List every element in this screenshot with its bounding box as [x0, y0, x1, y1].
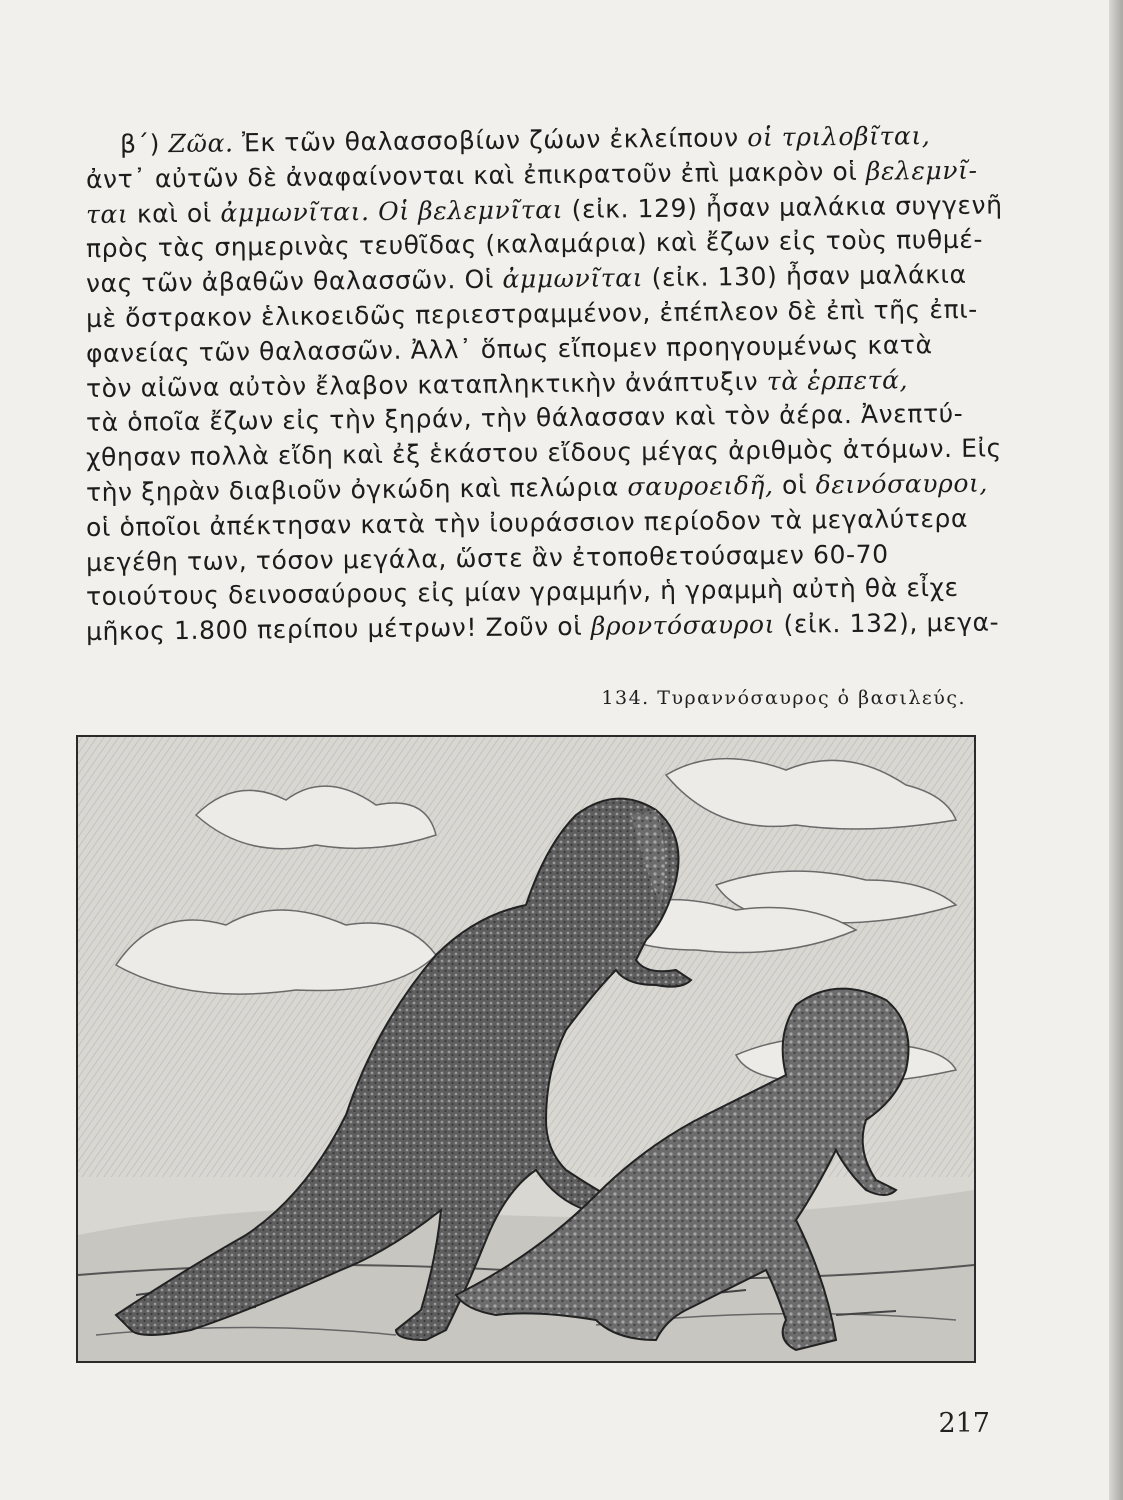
section-heading: Ζῶα. — [168, 128, 234, 159]
italic-term: δεινόσαυροι, — [815, 468, 989, 500]
italic-term: ἀμμωνῖται. Οἱ βελεμνῖται — [220, 194, 564, 228]
text-span: (εἰκ. 132), μεγα- — [774, 607, 1000, 639]
text-line: φανείας τῶν θαλασσῶν. Ἀλλ᾿ ὅπως εἴπομεν προηγουμένως κατὰ — [85, 329, 933, 368]
text-line: μεγέθη των, τόσον μεγάλα, ὥστε ἂν ἐτοποθετούσαμεν 60-70 — [85, 539, 889, 577]
page-number: 217 — [938, 1408, 990, 1439]
italic-term: σαυροειδῆ, — [627, 470, 774, 502]
italic-term: ται — [85, 199, 129, 229]
body-text — [85, 121, 1003, 650]
italic-term: βροντόσαυροι — [590, 609, 776, 641]
text-span: καὶ οἱ — [128, 198, 221, 229]
italic-term: οἱ τριλοβῖται, — [747, 121, 931, 153]
text-span: (εἰκ. 129) ἦσαν μαλάκια συγγενῆ — [562, 189, 1003, 224]
text-span: Ἐκ τῶν θαλασσοβίων ζώων ἐκλείπουν — [233, 123, 748, 158]
text-span: μῆκος 1.800 περίπου μέτρων! Ζοῦν οἱ — [85, 611, 592, 647]
text-line: τοιούτους δεινοσαύρους εἰς μίαν γραμμήν, ἡ γραμμὴ αὐτὴ θὰ εἶχε — [85, 573, 959, 612]
section-marker: β΄) — [119, 129, 169, 159]
text-line: χθησαν πολλὰ εἴδη καὶ ἐξ ἑκάστου εἴδους μέγας ἀριθμὸς ἀτόμων. Εἰς — [85, 433, 1003, 473]
italic-term: βελεμνῖ- — [865, 155, 978, 186]
text-span: οἱ — [773, 470, 816, 500]
text-line: πρὸς τὰς σημερινὰς τευθῖδας (καλαμάρια) καὶ ἔζων εἰς τοὺς πυθμέ- — [85, 224, 984, 264]
italic-term: ἀμμωνῖται — [502, 263, 644, 294]
page-edge — [1109, 0, 1123, 1500]
text-line: οἱ ὁποῖοι ἀπέκτησαν κατὰ τὴν ἰουράσσιον περίοδον τὰ μεγαλύτερα — [85, 503, 969, 542]
text-line: τὰ ὁποῖα ἔζων εἰς τὴν ξηράν, τὴν θάλασσαν καὶ τὸν ἀέρα. Ἀνεπτύ- — [85, 399, 964, 438]
text-span: τὸν αἰῶνα αὐτὸν ἔλαβον καταπληκτικὴν ἀνάπτυξιν — [85, 366, 767, 403]
text-span: ἀντ᾿ αὐτῶν δὲ ἀναφαίνονται καὶ ἐπικρατοῦν ἐπὶ μακρὸν οἱ — [85, 156, 867, 194]
dinosaur-illustration — [76, 735, 976, 1363]
italic-term: τὰ ἑρπετά, — [766, 364, 909, 396]
text-line: μὲ ὄστρακον ἑλικοειδῶς περιεστραμμένον, ἐπέπλεον δὲ ἐπὶ τῆς ἐπι- — [85, 294, 978, 333]
text-span: νας τῶν ἀβαθῶν θαλασσῶν. Οἱ — [85, 264, 503, 299]
text-span: (εἰκ. 130) ἦσαν μαλάκια — [642, 259, 967, 293]
figure-caption: 134. Τυραννόσαυρος ὁ βασιλεύς. — [601, 687, 966, 709]
text-span: τὴν ξηρὰν διαβιοῦν ὀγκώδη καὶ πελώρια — [85, 472, 628, 507]
